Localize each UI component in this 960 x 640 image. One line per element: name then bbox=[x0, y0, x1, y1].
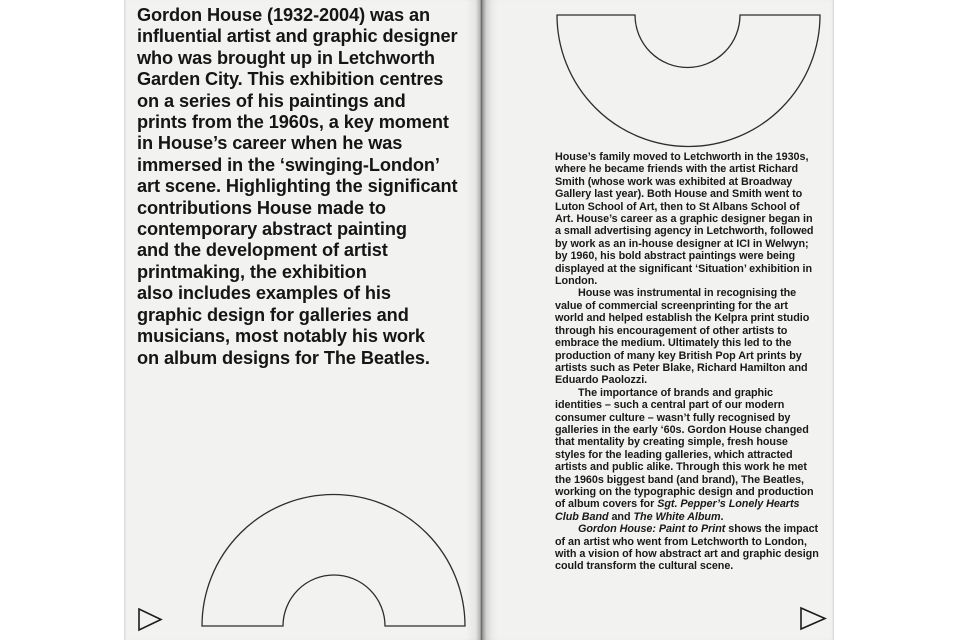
intro-line: who was brought up in Letchworth bbox=[137, 47, 435, 68]
triangle-right-icon bbox=[797, 604, 828, 632]
intro-line: immersed in the ‘swinging-London’ bbox=[137, 154, 440, 175]
text-segment: House’s family moved to Letchworth in the 1930s, where he became friends with the artist Richard Smith (whose work was exhibited at Broadway Gallery last year). Both House and Smith went to Luton School of Art, then to St Albans School of Art. House’s career as a graphic designer began in a small advertising agency in Letchworth, followed by work as an in-house designer at ICI in Welwyn; by 1960, his bold abstract paintings were being displayed at the significant ‘Situation’ exhibition in London. bbox=[555, 151, 814, 288]
body-text bbox=[555, 151, 819, 573]
italic-text-segment: Gordon House: Paint to Print bbox=[578, 523, 726, 536]
arch-graphic-bottom-left bbox=[195, 486, 475, 628]
intro-line: printmaking, the exhibition bbox=[137, 261, 367, 282]
text-segment: The importance of brands and graphic identities – such a central part of our modern consumer culture – wasn’t fully recognised by galleries in the early ‘60s. Gordon House changed that mentality by creating simple, fresh house styles for the leading galleries, which attracted artists and public alike. Through this work he met the 1960s biggest band (and brand), The Beatles, working on the typographic design and production of album covers for bbox=[555, 386, 814, 511]
body-paragraph bbox=[555, 287, 819, 386]
intro-line: also includes examples of his bbox=[137, 283, 391, 304]
intro-line: Garden City. This exhibition centres bbox=[137, 69, 444, 90]
body-paragraph bbox=[555, 523, 819, 573]
arch-graphic-top-right bbox=[545, 8, 835, 150]
body-paragraph bbox=[555, 387, 819, 523]
intro-line: Gordon House (1932-2004) was an bbox=[137, 5, 431, 25]
text-segment: . bbox=[720, 510, 724, 523]
intro-line: prints from the 1960s, a key moment bbox=[137, 112, 449, 133]
intro-text bbox=[137, 5, 479, 369]
left-page-turn-arrow[interactable] bbox=[136, 605, 164, 638]
right-page-turn-arrow[interactable] bbox=[797, 604, 828, 637]
intro-line: contemporary abstract painting bbox=[137, 219, 407, 240]
intro-line: on a series of his paintings and bbox=[137, 90, 406, 111]
intro-line: art scene. Highlighting the significant bbox=[137, 176, 458, 197]
italic-text-segment: The White Album bbox=[633, 510, 721, 523]
intro-line: in House’s career when he was bbox=[137, 133, 403, 154]
intro-line: musicians, most notably his work bbox=[137, 326, 425, 347]
intro-line: and the development of artist bbox=[137, 240, 388, 261]
arch-down-icon bbox=[545, 8, 835, 150]
intro-line: graphic design for galleries and bbox=[137, 304, 409, 325]
intro-line: influential artist and graphic designer bbox=[137, 26, 458, 47]
intro-line: contributions House made to bbox=[137, 197, 386, 218]
text-segment: House was instrumental in recognising the value of commercial screenprinting for the art world and helped establish the Kelpra print studio through his encouragement of other artists to embrace the medium. Ultimately this led to the production of many key British Pop Art prints by artists such as Peter Blake, Richard Hamilton and Eduardo Paolozzi. bbox=[555, 287, 810, 387]
italic-text-segment: Sgt. Pepper’s Lonely Hearts Club Band bbox=[555, 498, 800, 523]
triangle-right-icon bbox=[136, 605, 164, 633]
body-paragraph bbox=[555, 151, 819, 287]
text-segment: shows the impact of an artist who went from Letchworth to London, with a vision of how abstract art and graphic design could transform the cultural scene. bbox=[555, 523, 819, 573]
arch-up-icon bbox=[195, 486, 475, 628]
text-segment: and bbox=[608, 510, 634, 523]
intro-line: on album designs for The Beatles. bbox=[137, 347, 430, 368]
